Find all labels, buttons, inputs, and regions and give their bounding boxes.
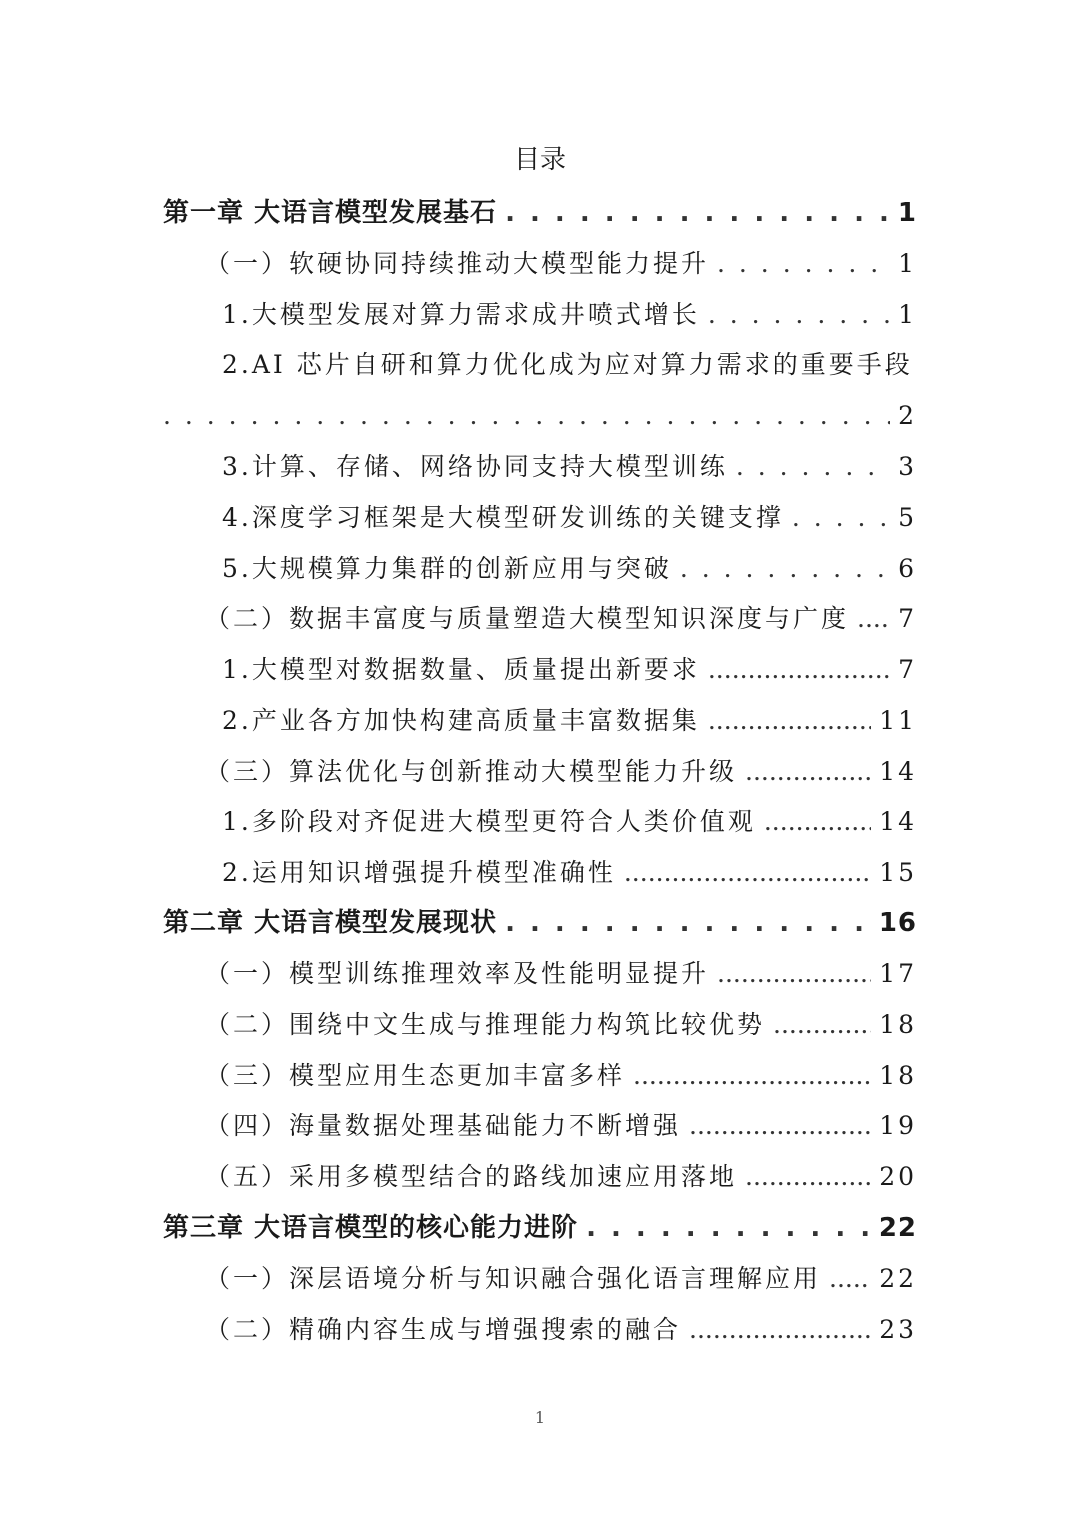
toc-entry-label: （一）模型训练推理效率及性能明显提升 — [205, 959, 710, 988]
toc-entry-label: 第二章 大语言模型发展现状 — [163, 908, 498, 938]
dot-leader — [624, 848, 871, 898]
dot-leader — [708, 645, 890, 695]
dot-leader — [586, 1203, 871, 1253]
toc-entry-page: 19 — [879, 1111, 917, 1140]
toc-entry-label: 5.大规模算力集群的创新应用与突破 — [222, 554, 672, 583]
toc-entry-label: （一）深层语境分析与知识融合强化语言理解应用 — [205, 1264, 822, 1293]
toc-entry-page: 18 — [879, 1010, 917, 1039]
toc-entry-section[interactable] — [205, 594, 917, 644]
toc-entry-page: 6 — [898, 554, 917, 583]
dot-leader — [708, 290, 890, 340]
toc-entry-section[interactable] — [205, 949, 917, 999]
toc-entry-label: （一）软硬协同持续推动大模型能力提升 — [205, 249, 710, 278]
toc-entry-section[interactable] — [205, 239, 917, 289]
toc-entry-page: 14 — [879, 757, 917, 786]
toc-entry-page: 17 — [879, 959, 917, 988]
toc-entry-page: 7 — [898, 604, 917, 633]
toc-entry-label: （二）数据丰富度与质量塑造大模型知识深度与广度 — [205, 604, 850, 633]
toc-entry-label: 2.运用知识增强提升模型准确性 — [222, 858, 616, 887]
dot-leader — [736, 442, 890, 492]
toc-entry-label: 1.大模型对数据数量、质量提出新要求 — [222, 655, 700, 684]
toc-entry-item[interactable] — [222, 645, 917, 695]
toc-entry-item[interactable] — [222, 797, 917, 847]
toc-entry-item[interactable] — [222, 848, 917, 898]
toc-entry-item[interactable] — [222, 544, 917, 594]
toc-entry-page: 5 — [898, 503, 917, 532]
toc-entry-page: 18 — [879, 1061, 917, 1090]
toc-entry-label: 2.AI 芯片自研和算力优化成为应对算力需求的重要手段 — [222, 350, 913, 379]
dot-leader — [505, 188, 890, 238]
dot-leader — [708, 696, 871, 746]
dot-leader — [829, 1254, 871, 1304]
toc-entry-page: 22 — [878, 1213, 917, 1243]
toc-entry-section[interactable] — [205, 1051, 917, 1101]
dot-leader — [505, 898, 871, 948]
toc-entry-section[interactable] — [205, 1152, 917, 1202]
dot-leader — [689, 1305, 871, 1355]
toc-entry-label: （三）模型应用生态更加丰富多样 — [205, 1061, 626, 1090]
toc-entry-page: 3 — [898, 452, 917, 481]
toc-entry-page: 22 — [879, 1264, 917, 1293]
toc-entry-label: 3.计算、存储、网络协同支持大模型训练 — [222, 452, 728, 481]
toc-entry-label: 1.多阶段对齐促进大模型更符合人类价值观 — [222, 807, 756, 836]
toc-entry-section[interactable] — [205, 1101, 917, 1151]
toc-entry-page: 11 — [879, 706, 917, 735]
toc-entry-label: 1.大模型发展对算力需求成井喷式增长 — [222, 300, 700, 329]
toc-entry-page: 1 — [898, 300, 917, 329]
toc-entry-item-wrapped-leader — [163, 391, 917, 441]
dot-leader — [680, 544, 890, 594]
toc-entry-label: （四）海量数据处理基础能力不断增强 — [205, 1111, 682, 1140]
toc-entry-page: 1 — [897, 198, 917, 228]
toc-entry-chapter-1[interactable] — [163, 188, 917, 238]
toc-entry-label: 4.深度学习框架是大模型研发训练的关键支撑 — [222, 503, 784, 532]
toc-entry-section[interactable] — [205, 747, 917, 797]
toc-entry-section[interactable] — [205, 1305, 917, 1355]
toc-entry-label: 第一章 大语言模型发展基石 — [163, 198, 498, 228]
toc-entry-page: 16 — [878, 908, 917, 938]
dot-leader — [792, 493, 890, 543]
dot-leader — [745, 747, 871, 797]
toc-entry-item-wrapped[interactable] — [222, 340, 917, 390]
toc-entry-chapter-3[interactable] — [163, 1203, 917, 1253]
page-number: 1 — [534, 1408, 546, 1427]
toc-entry-page: 7 — [898, 655, 917, 684]
dot-leader — [717, 239, 890, 289]
dot-leader — [764, 797, 871, 847]
toc-entry-page: 20 — [879, 1162, 917, 1191]
dot-leader — [857, 594, 890, 644]
toc-entry-chapter-2[interactable] — [163, 898, 917, 948]
toc-entry-section[interactable] — [205, 1000, 917, 1050]
dot-leader — [633, 1051, 871, 1101]
toc-title: 目录 — [513, 145, 566, 175]
toc-entry-item[interactable] — [222, 493, 917, 543]
toc-entry-label: （五）采用多模型结合的路线加速应用落地 — [205, 1162, 738, 1191]
toc-entry-label: 2.产业各方加快构建高质量丰富数据集 — [222, 706, 700, 735]
toc-entry-label: （二）围绕中文生成与推理能力构筑比较优势 — [205, 1010, 766, 1039]
toc-entry-label: （三）算法优化与创新推动大模型能力升级 — [205, 757, 738, 786]
toc-entry-item[interactable] — [222, 696, 917, 746]
toc-entry-page: 15 — [879, 858, 917, 887]
dot-leader — [163, 391, 890, 441]
toc-entry-page: 1 — [898, 249, 917, 278]
toc-entry-item[interactable] — [222, 442, 917, 492]
toc-entry-page: 14 — [879, 807, 917, 836]
toc-entry-section[interactable] — [205, 1254, 917, 1304]
toc-entry-page: 2 — [898, 401, 917, 430]
dot-leader — [689, 1101, 871, 1151]
toc-entry-label: 第三章 大语言模型的核心能力进阶 — [163, 1213, 579, 1243]
dot-leader — [745, 1152, 871, 1202]
dot-leader — [717, 949, 871, 999]
toc-entry-item[interactable] — [222, 290, 917, 340]
dot-leader — [773, 1000, 871, 1050]
toc-entry-label: （二）精确内容生成与增强搜索的融合 — [205, 1315, 682, 1344]
toc-entry-page: 23 — [879, 1315, 917, 1344]
